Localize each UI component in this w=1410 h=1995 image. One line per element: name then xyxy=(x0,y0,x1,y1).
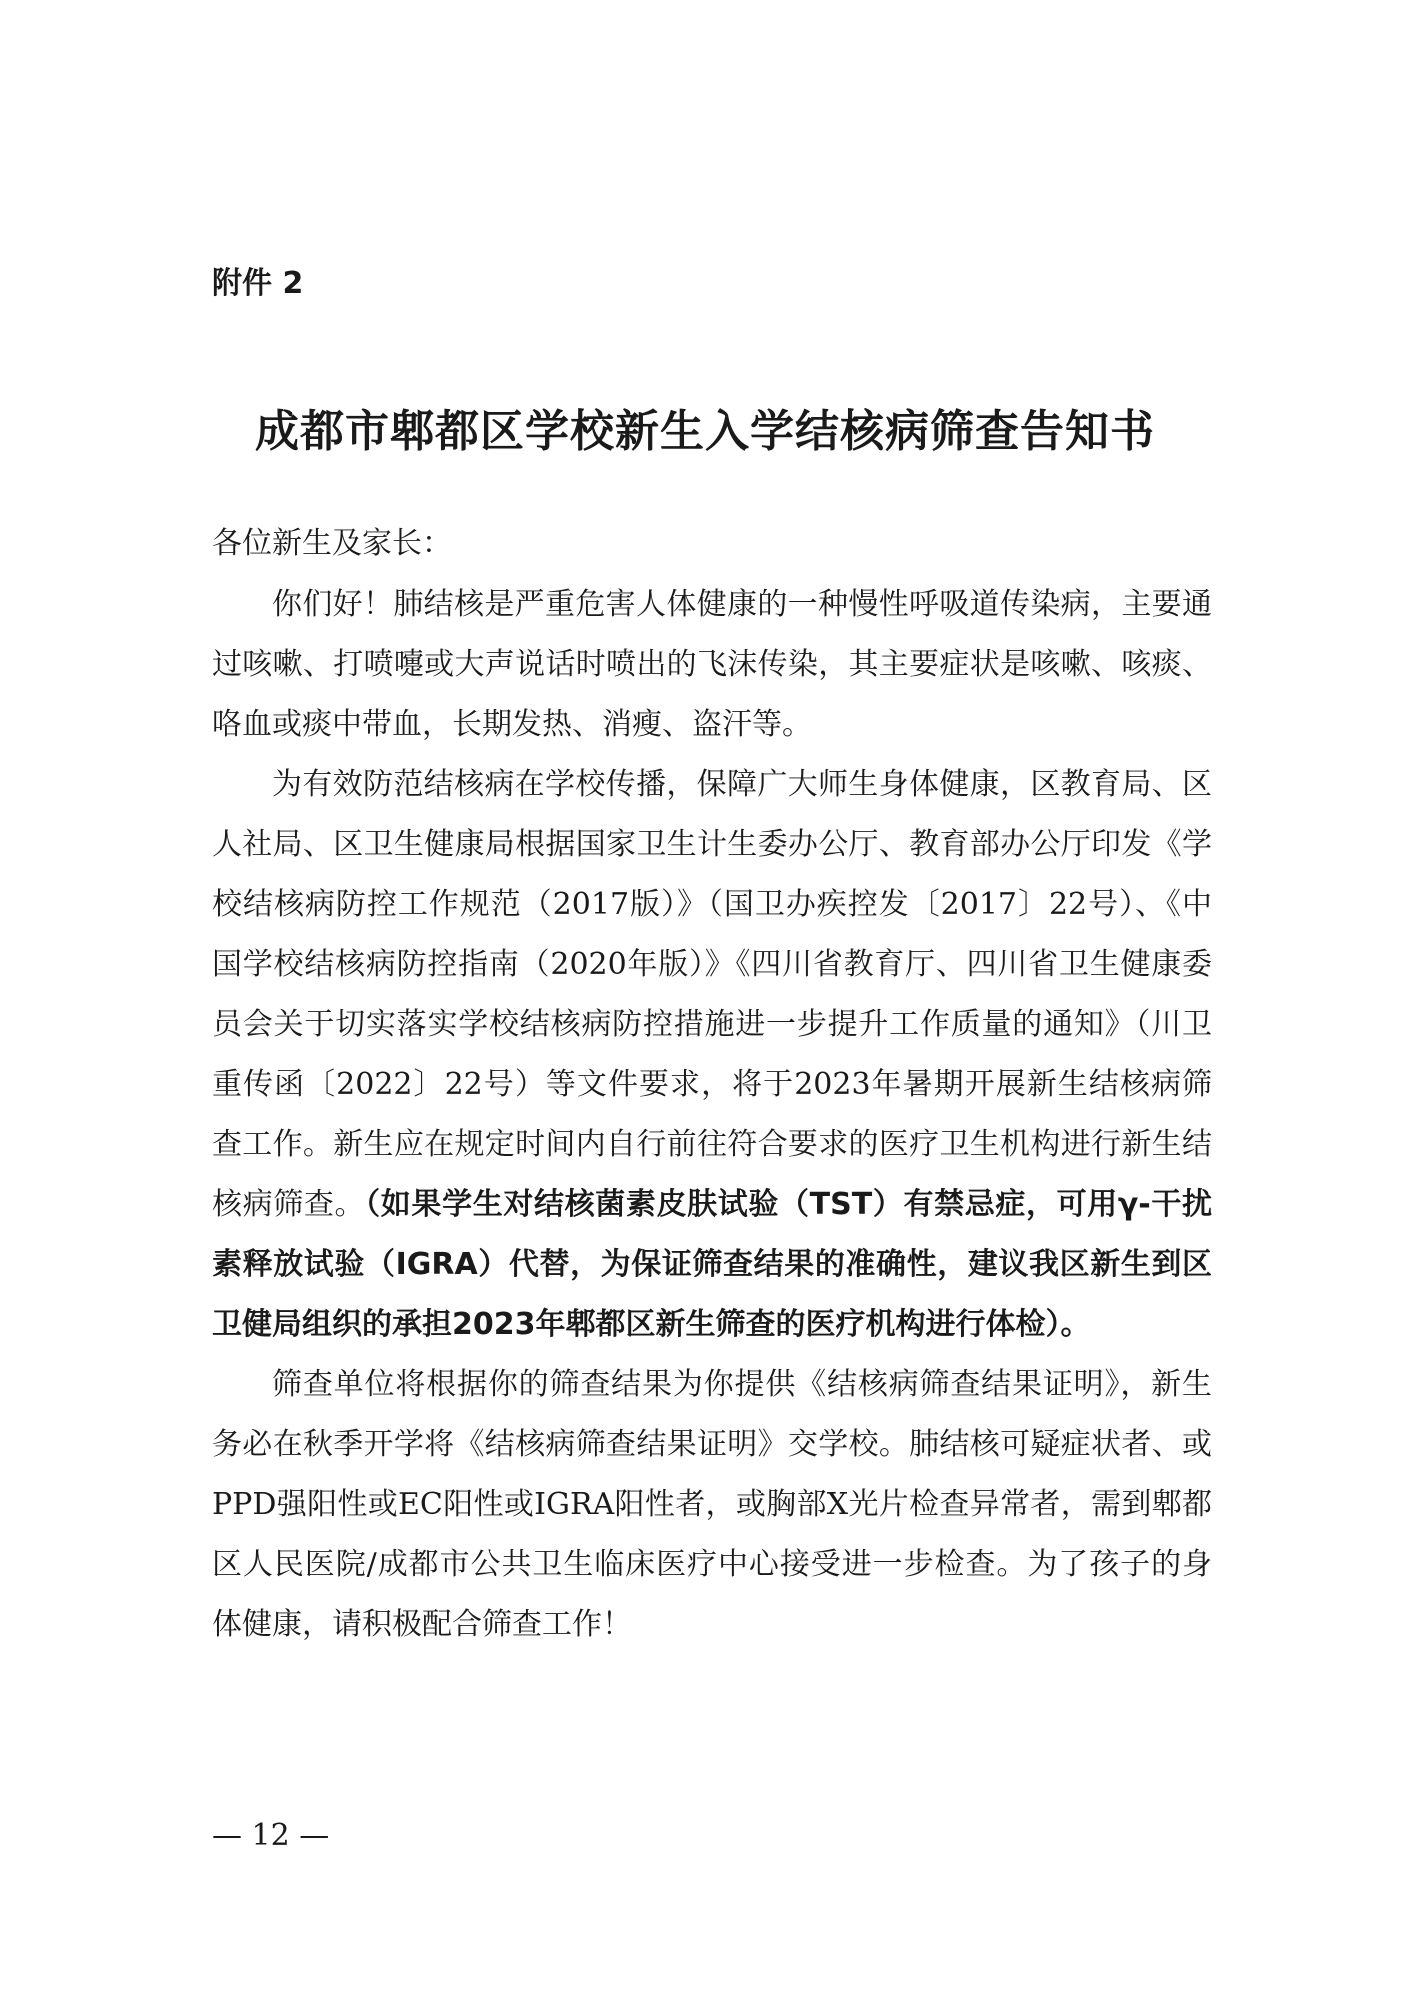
body-text xyxy=(212,575,1212,1655)
salutation: 各位新生及家长： xyxy=(212,526,452,561)
paragraph-1: 你们好！肺结核是严重危害人体健康的一种慢性呼吸道传染病，主要通过咳嗽、打喷嚏或大声说话时喷出的飞沫传染，其主要症状是咳嗽、咳痰、咯血或痰中带血，长期发热、消瘦、盗汗等。 xyxy=(212,587,1212,742)
paragraph-2-bold-note: （如果学生对结核菌素皮肤试验（TST）有禁忌症，可用γ-干扰素释放试验（IGRA）代替，为保证筛查结果的准确性，建议我区新生到区卫健局组织的承担2023年郫都区新生筛查的医疗机构进行体检）。 xyxy=(212,1187,1213,1342)
paragraph-2-text: 为有效防范结核病在学校传播，保障广大师生身体健康，区教育局、区人社局、区卫生健康局根据国家卫生计生委办公厅、教育部办公厅印发《学校结核病防控工作规范（2017版）》（国卫办疾控发〔2017〕22号）、《中国学校结核病防控指南（2020年版）》《四川省教育厅、四川省卫生健康委员会关于切实落实学校结核病防控措施进一步提升工作质量的通知》（川卫重传函〔2022〕22号）等文件要求，将于2023年暑期开展新生结核病筛查工作。新生应在规定时间内自行前往符合要求的医疗卫生机构进行新生结核病筛查。 xyxy=(212,767,1212,1222)
attachment-label: 附件 2 xyxy=(212,266,304,301)
page-number: — 12 — xyxy=(212,1818,330,1853)
paragraph-2 xyxy=(212,755,1212,1355)
paragraph-3: 筛查单位将根据你的筛查结果为你提供《结核病筛查结果证明》，新生务必在秋季开学将《结核病筛查结果证明》交学校。肺结核可疑症状者、或PPD强阳性或EC阳性或IGRA阳性者，或胸部X光片检查异常者，需到郫都区人民医院/成都市公共卫生临床医疗中心接受进一步检查。为了孩子的身体健康，请积极配合筛查工作！ xyxy=(212,1367,1212,1642)
page-title: 成都市郫都区学校新生入学结核病筛查告知书 xyxy=(255,406,1155,457)
